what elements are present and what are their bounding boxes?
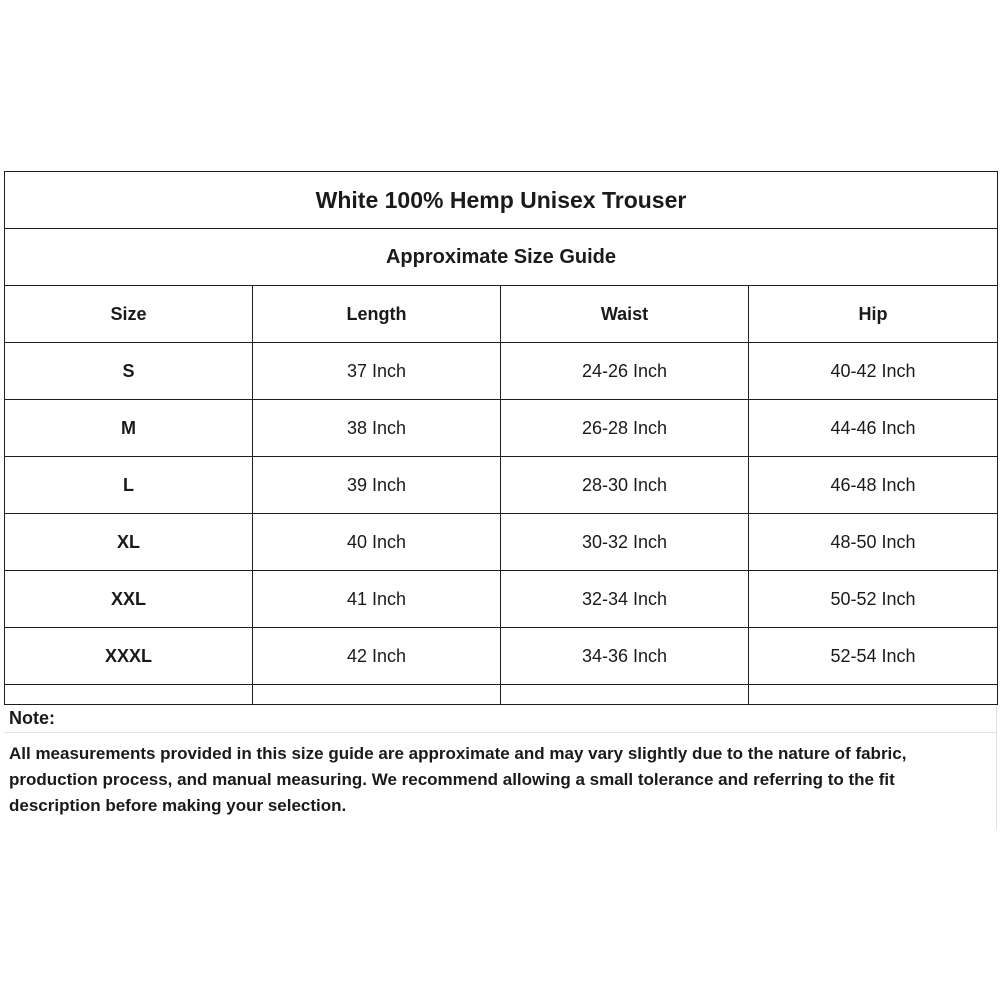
header-size: Size — [5, 286, 253, 343]
size-guide-table — [4, 171, 998, 705]
hip-cell: 46-48 Inch — [749, 457, 998, 514]
waist-cell: 32-34 Inch — [501, 571, 749, 628]
waist-cell: 28-30 Inch — [501, 457, 749, 514]
size-cell: M — [5, 400, 253, 457]
length-cell: 41 Inch — [253, 571, 501, 628]
table-row — [5, 457, 998, 514]
empty-cell — [501, 685, 749, 705]
spacer-row — [5, 685, 998, 705]
size-cell: XXXL — [5, 628, 253, 685]
table-row — [5, 571, 998, 628]
hip-cell: 50-52 Inch — [749, 571, 998, 628]
table-title: White 100% Hemp Unisex Trouser — [5, 172, 998, 229]
length-cell: 38 Inch — [253, 400, 501, 457]
note-label: Note: — [4, 705, 997, 733]
table-row — [5, 343, 998, 400]
subtitle-row — [5, 229, 998, 286]
hip-cell: 48-50 Inch — [749, 514, 998, 571]
note-line: production process, and manual measuring. We recommend allowing a small tolerance and referring to the fit — [9, 770, 895, 789]
note-line: All measurements provided in this size guide are approximate and may vary slightly due to the nature of fabric, — [9, 744, 907, 763]
length-cell: 37 Inch — [253, 343, 501, 400]
length-cell: 40 Inch — [253, 514, 501, 571]
size-cell: L — [5, 457, 253, 514]
empty-cell — [749, 685, 998, 705]
table-row — [5, 400, 998, 457]
waist-cell: 34-36 Inch — [501, 628, 749, 685]
table-row — [5, 628, 998, 685]
empty-cell — [253, 685, 501, 705]
hip-cell: 44-46 Inch — [749, 400, 998, 457]
note-text — [4, 733, 997, 829]
header-row — [5, 286, 998, 343]
size-guide-sheet — [4, 171, 997, 829]
table-subtitle: Approximate Size Guide — [5, 229, 998, 286]
header-hip: Hip — [749, 286, 998, 343]
hip-cell: 40-42 Inch — [749, 343, 998, 400]
empty-cell — [5, 685, 253, 705]
size-cell: XXL — [5, 571, 253, 628]
length-cell: 39 Inch — [253, 457, 501, 514]
title-row — [5, 172, 998, 229]
size-cell: XL — [5, 514, 253, 571]
hip-cell: 52-54 Inch — [749, 628, 998, 685]
size-cell: S — [5, 343, 253, 400]
note-line: description before making your selection. — [9, 796, 347, 815]
length-cell: 42 Inch — [253, 628, 501, 685]
waist-cell: 26-28 Inch — [501, 400, 749, 457]
header-length: Length — [253, 286, 501, 343]
table-row — [5, 514, 998, 571]
header-waist: Waist — [501, 286, 749, 343]
waist-cell: 24-26 Inch — [501, 343, 749, 400]
waist-cell: 30-32 Inch — [501, 514, 749, 571]
